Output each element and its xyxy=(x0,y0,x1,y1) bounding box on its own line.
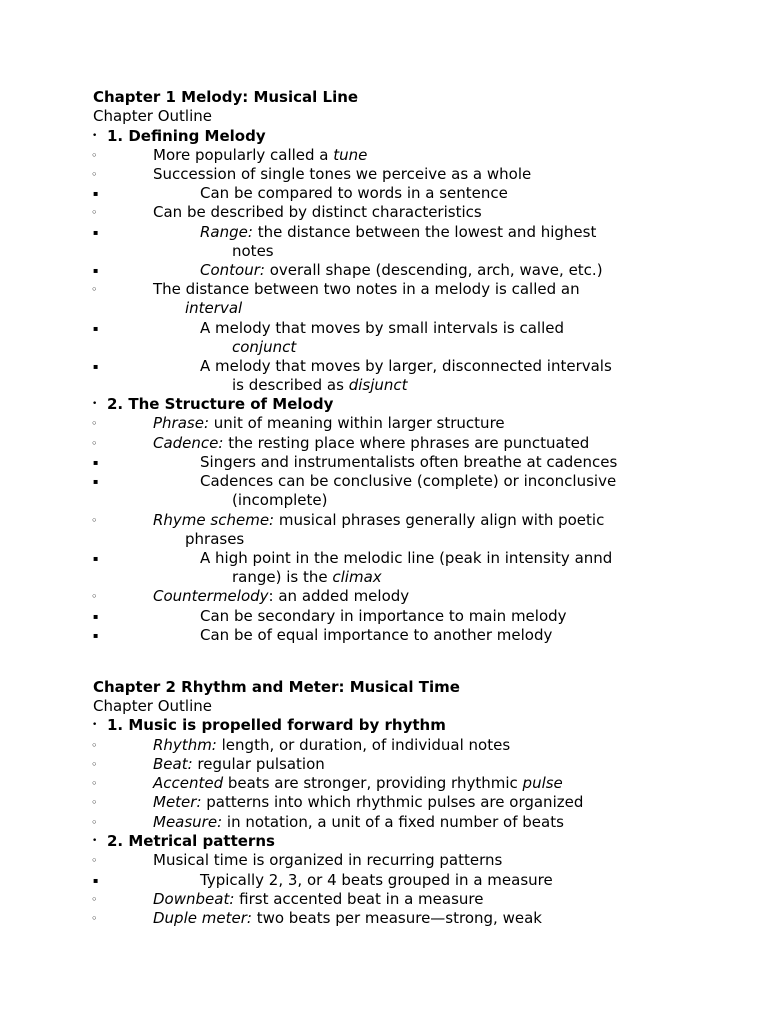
list-item: ◦ Succession of single tones we perceive as a whole xyxy=(91,165,532,183)
list-item: ◦ Rhyme scheme: musical phrases generally align with poetic xyxy=(91,511,605,529)
list-item-continuation: phrases xyxy=(185,530,245,548)
square-bullet-icon: ▪ xyxy=(93,189,99,198)
list-item: ▪ Contour: overall shape (descending, arch, wave, etc.) xyxy=(93,261,603,279)
bullet-icon: • xyxy=(92,131,98,141)
square-bullet-icon: ▪ xyxy=(93,458,99,467)
chapter-2-outline-label: Chapter Outline xyxy=(93,697,213,715)
list-item-continuation: range) is the climax xyxy=(232,568,382,586)
list-item: ▪ Can be of equal importance to another melody xyxy=(93,626,553,644)
list-item: ▪ Can be secondary in importance to main melody xyxy=(93,607,567,625)
circle-bullet-icon: ◦ xyxy=(91,758,98,771)
list-item: ◦ Accented beats are stronger, providing rhythmic pulse xyxy=(91,774,563,792)
circle-bullet-icon: ◦ xyxy=(91,912,98,925)
circle-bullet-icon: ◦ xyxy=(91,149,98,162)
list-item: ▪ Typically 2, 3, or 4 beats grouped in a measure xyxy=(93,871,553,889)
section-heading: • 2. Metrical patterns xyxy=(92,832,275,850)
circle-bullet-icon: ◦ xyxy=(91,283,98,296)
circle-bullet-icon: ◦ xyxy=(91,437,98,450)
list-item: ◦ Beat: regular pulsation xyxy=(91,755,325,773)
circle-bullet-icon: ◦ xyxy=(91,514,98,527)
circle-bullet-icon: ◦ xyxy=(91,168,98,181)
square-bullet-icon: ▪ xyxy=(93,612,99,621)
list-item-continuation: conjunct xyxy=(232,338,297,356)
list-item: ▪ Cadences can be conclusive (complete) or inconclusive xyxy=(93,472,617,490)
list-item: ▪ Range: the distance between the lowest and highest xyxy=(93,223,597,241)
circle-bullet-icon: ◦ xyxy=(91,893,98,906)
list-item: ▪ A melody that moves by small intervals is called xyxy=(93,319,565,337)
square-bullet-icon: ▪ xyxy=(93,266,99,275)
list-item: ▪ A melody that moves by larger, disconnected intervals xyxy=(93,357,612,375)
list-item: ▪ Singers and instrumentalists often breathe at cadences xyxy=(93,453,618,471)
list-item: ◦ Duple meter: two beats per measure—strong, weak xyxy=(91,909,542,927)
list-item: ▪ Can be compared to words in a sentence xyxy=(93,184,508,202)
chapter-1-outline-label: Chapter Outline xyxy=(93,107,213,125)
bullet-icon: • xyxy=(92,720,98,730)
list-item-continuation: is described as disjunct xyxy=(232,376,408,394)
list-item: ◦ Meter: patterns into which rhythmic pulses are organized xyxy=(91,793,584,811)
list-item: ◦ The distance between two notes in a melody is called an xyxy=(91,280,580,298)
square-bullet-icon: ▪ xyxy=(93,554,99,563)
circle-bullet-icon: ◦ xyxy=(91,590,98,603)
circle-bullet-icon: ◦ xyxy=(91,206,98,219)
circle-bullet-icon: ◦ xyxy=(91,739,98,752)
circle-bullet-icon: ◦ xyxy=(91,854,98,867)
list-item: ◦ Measure: in notation, a unit of a fixed number of beats xyxy=(91,813,564,831)
circle-bullet-icon: ◦ xyxy=(91,816,98,829)
section-heading: • 2. The Structure of Melody xyxy=(92,395,334,413)
list-item: ◦ Countermelody: an added melody xyxy=(91,587,410,605)
list-item-continuation: interval xyxy=(185,299,243,317)
circle-bullet-icon: ◦ xyxy=(91,777,98,790)
circle-bullet-icon: ◦ xyxy=(91,417,98,430)
list-item: ◦ More popularly called a tune xyxy=(91,146,368,164)
list-item: ◦ Musical time is organized in recurring patterns xyxy=(91,851,503,869)
list-item: ◦ Phrase: unit of meaning within larger structure xyxy=(91,414,505,432)
bullet-icon: • xyxy=(92,399,98,409)
chapter-2-title: Chapter 2 Rhythm and Meter: Musical Time xyxy=(93,678,460,696)
list-item-continuation: notes xyxy=(232,242,274,260)
list-item: ◦ Downbeat: first accented beat in a measure xyxy=(91,890,484,908)
list-item: ◦ Cadence: the resting place where phrases are punctuated xyxy=(91,434,590,452)
section-heading: • 1. Music is propelled forward by rhythm xyxy=(92,716,446,734)
bullet-icon: • xyxy=(92,836,98,846)
square-bullet-icon: ▪ xyxy=(93,477,99,486)
square-bullet-icon: ▪ xyxy=(93,228,99,237)
square-bullet-icon: ▪ xyxy=(93,324,99,333)
list-item-continuation: (incomplete) xyxy=(232,491,328,509)
section-heading: • 1. Defining Melody xyxy=(92,127,266,145)
list-item: ▪ A high point in the melodic line (peak in intensity annd xyxy=(93,549,613,567)
square-bullet-icon: ▪ xyxy=(93,631,99,640)
list-item: ◦ Rhythm: length, or duration, of individual notes xyxy=(91,736,511,754)
list-item: ◦ Can be described by distinct characteristics xyxy=(91,203,482,221)
square-bullet-icon: ▪ xyxy=(93,876,99,885)
square-bullet-icon: ▪ xyxy=(93,362,99,371)
chapter-1-title: Chapter 1 Melody: Musical Line xyxy=(93,88,359,106)
circle-bullet-icon: ◦ xyxy=(91,796,98,809)
